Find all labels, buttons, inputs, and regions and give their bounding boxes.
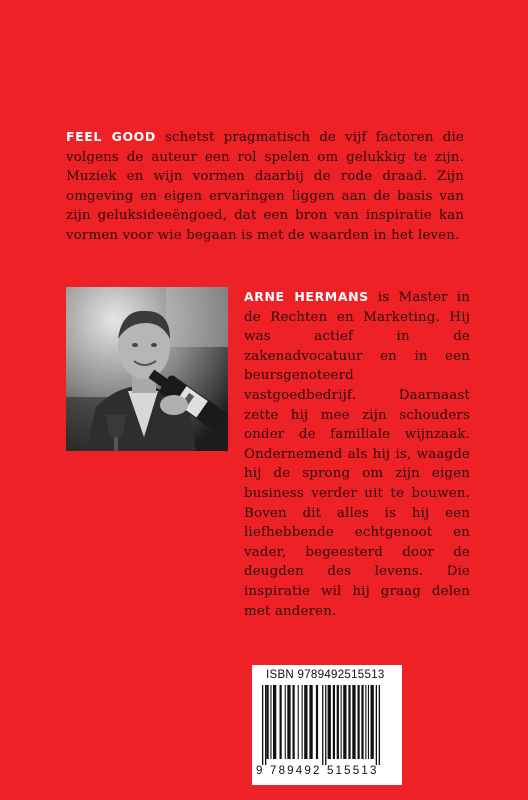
isbn-barcode [252, 665, 402, 785]
isbn-label: ISBN 9789492515513 [266, 669, 385, 681]
barcode-bars [260, 685, 394, 765]
author-name: ARNE HERMANS [244, 289, 369, 304]
author-bio [244, 287, 470, 621]
author-photo-image [66, 287, 228, 451]
book-title: FEEL GOOD [66, 129, 156, 144]
blurb-text: schetst pragmatisch de vijf factoren die volgens de auteur een rol spelen om gelukkig te zijn. Muziek en wijn vormen daarbij de rode draad. Zijn omgeving en eigen ervaringen liggen aan de basis van zijn geluksideeëngoed, dat een bron van inspiratie kan vormen voor wie begaan is met de waarden in het leven. [66, 130, 464, 243]
back-cover-blurb [66, 127, 464, 246]
barcode-digits: 9 789492 515513 [256, 765, 379, 777]
author-bio-text: is Master in de Rechten en Marketing. Hij was actief in de zakenadvocatuur en in een beursgenoteerd vastgoedbedrijf. Daarnaast zette hij mee zijn schouders onder de familiale wijnzaak. Ondernemend als hij is, waagde hij de sprong om zijn eigen business verder uit te bouwen. Boven dit alles is hij een liefhebbende echtgenoot en vader, begeesterd door de deugden des levens. Die inspiratie wil hij graag delen met anderen. [244, 290, 470, 619]
author-photo [66, 287, 228, 451]
